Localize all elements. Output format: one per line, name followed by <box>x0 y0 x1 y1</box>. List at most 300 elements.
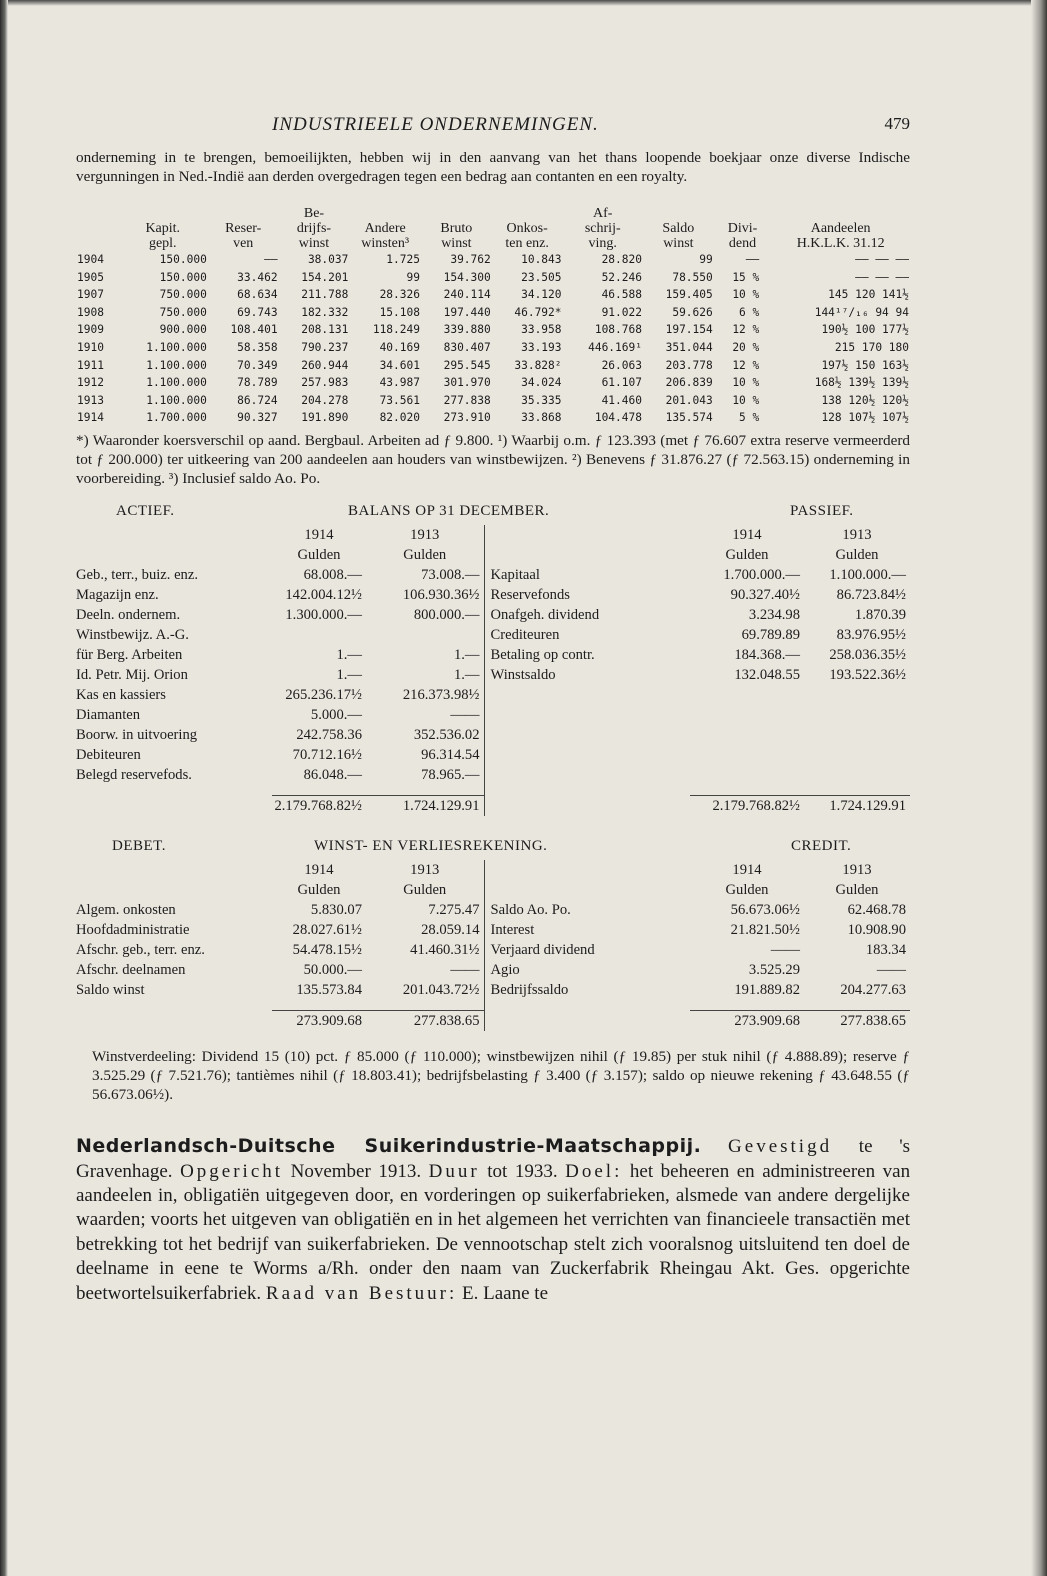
duur-text: tot 1933. <box>487 1160 558 1182</box>
stats-cell: 6 % <box>739 305 760 319</box>
stats-cell: 26.063 <box>601 358 642 372</box>
balans-row <box>76 585 910 605</box>
stats-row <box>76 409 910 427</box>
stats-cell: 1.100.000 <box>146 393 207 407</box>
winst-value: 135.573.84 <box>296 982 362 999</box>
stats-row <box>76 392 910 410</box>
stats-cell: 197.154 <box>665 323 713 337</box>
stats-header-cell <box>349 206 421 221</box>
balans-value: 69.789.89 <box>741 627 800 644</box>
stats-year: 1908 <box>77 305 104 319</box>
balans-value: 96.314.54 <box>366 745 484 765</box>
stats-cell: 900.000 <box>159 323 207 337</box>
opgericht-label: Opgericht <box>180 1160 284 1182</box>
stats-cell: 204.278 <box>301 393 349 407</box>
stats-header-cell: Reser- <box>225 221 262 236</box>
winst-year-left-1: 1914 <box>304 862 334 879</box>
stats-cell: 73.561 <box>379 393 420 407</box>
stats-cell: 20 % <box>732 340 760 354</box>
stats-cell: 301.970 <box>443 376 491 390</box>
winst-table <box>76 860 910 1031</box>
stats-header-cell: winst <box>663 236 694 251</box>
balans-label: Id. Petr. Mij. Orion <box>76 667 188 684</box>
stats-cell: 260.944 <box>301 358 349 372</box>
balans-value: 68.008.— <box>303 567 362 584</box>
stats-cell: 10 % <box>732 288 760 302</box>
stats-cell: 33.868 <box>521 411 562 425</box>
winst-value: —— <box>876 962 906 979</box>
balans-value: 86.048.— <box>303 767 362 784</box>
balans-value: 70.712.16½ <box>292 747 362 764</box>
balans-label: Winstsaldo <box>490 667 556 684</box>
doel-label: Doel: <box>565 1160 623 1182</box>
stats-cell: 208.131 <box>301 323 349 337</box>
stats-cell: 10.843 <box>521 253 562 266</box>
stats-header-cell <box>714 206 772 221</box>
stats-cell: 34.120 <box>521 288 562 302</box>
winst-label: Algem. onkosten <box>76 902 176 919</box>
stats-cell: 59.626 <box>672 305 713 319</box>
stats-cell: 240.114 <box>443 288 491 302</box>
balans-value: 1.— <box>366 645 484 665</box>
opgericht-text: November 1913. <box>290 1160 422 1182</box>
stats-row <box>76 374 910 392</box>
balans-row <box>76 745 910 765</box>
stats-cell: 145 120 141½ <box>828 288 909 302</box>
stats-cell: 215 170 180 <box>834 340 909 354</box>
winst-blank <box>76 1011 272 1032</box>
balans-value: 258.036.35½ <box>829 647 906 664</box>
credit-title: CREDIT. <box>791 838 852 855</box>
balans-value: 184.368.— <box>734 647 800 664</box>
passief-title: PASSIEF. <box>790 503 854 520</box>
stats-cell: 61.107 <box>601 376 642 390</box>
winst-value: 50.000.— <box>303 962 362 979</box>
balans-value: 1.700.000.— <box>723 567 800 584</box>
balans-label <box>484 745 690 765</box>
stats-cell: 78.550 <box>672 270 713 284</box>
winst-blank <box>690 1000 804 1011</box>
winst-value: 54.478.15½ <box>292 942 362 959</box>
winstverdeeling-paragraph: Winstverdeeling: Dividend 15 (10) pct. ƒ 85.000 (ƒ 110.000); winstbewijzen nihil (ƒ 19.85) per stuk nihil (ƒ 4.888.89); reserve ƒ 3.525.29 (ƒ 7.521.76); tantièmes nihil (ƒ 18.803.41); bedrijfsbelasting ƒ 3.400 (ƒ 3.157); saldo op nieuwe rekening ƒ 43.648.55 (ƒ 56.673.06½). <box>92 1048 910 1104</box>
document-page <box>76 110 910 1306</box>
balans-value: 132.048.55 <box>734 667 800 684</box>
stats-cell: —— <box>745 253 760 266</box>
balans-label: Betaling op contr. <box>490 647 595 664</box>
stats-cell: —— <box>264 253 278 266</box>
balans-label: Deeln. ondernem. <box>76 607 181 624</box>
stats-cell: 273.910 <box>443 411 491 425</box>
stats-cell: 38.037 <box>307 253 349 266</box>
winst-value: 62.468.78 <box>847 902 906 919</box>
winst-label: Bedrijfssaldo <box>490 982 569 999</box>
stats-header-cell <box>492 206 563 221</box>
stats-header-cell: Divi- <box>727 221 758 236</box>
scan-edge-right <box>1031 0 1047 1576</box>
stats-header-cell: Bruto <box>440 221 473 236</box>
stats-row <box>76 321 910 339</box>
stats-year: 1905 <box>77 270 104 284</box>
balans-label <box>484 725 690 745</box>
winst-year-right-2: 1913 <box>842 862 872 879</box>
winst-value: 10.908.90 <box>847 922 906 939</box>
balans-label: für Berg. Arbeiten <box>76 647 183 664</box>
winst-row <box>76 920 910 940</box>
stats-cell: 34.024 <box>521 376 562 390</box>
stats-header-cell: Kapit. <box>145 221 181 236</box>
balans-value <box>804 765 910 785</box>
balans-totals-row <box>76 796 910 817</box>
balans-year-left-1: 1914 <box>304 527 334 544</box>
stats-cell: 90.327 <box>237 411 278 425</box>
winst-unit: Gulden <box>835 882 879 899</box>
balans-unit: Gulden <box>835 547 879 564</box>
stats-cell: 206.839 <box>665 376 713 390</box>
balans-label: Magazijn enz. <box>76 587 159 604</box>
stats-cell: 43.987 <box>379 376 420 390</box>
stats-cell: 351.044 <box>665 340 713 354</box>
stats-header-cell: schrij- <box>584 221 621 236</box>
winst-value: 183.34 <box>865 942 906 959</box>
balans-row <box>76 605 910 625</box>
winst-blank <box>76 860 272 880</box>
winst-total: 277.838.65 <box>366 1011 484 1032</box>
stats-header-cell: ten enz. <box>505 236 549 251</box>
stats-cell: 790.237 <box>301 340 349 354</box>
stats-cell: 750.000 <box>159 288 207 302</box>
stats-year: 1914 <box>77 411 104 425</box>
winst-value: 191.889.82 <box>734 982 800 999</box>
stats-header-cell: Aandeelen <box>810 221 871 236</box>
balans-year-left-2: 1913 <box>366 525 484 545</box>
stats-cell: 104.478 <box>594 411 642 425</box>
stats-cell: 750.000 <box>159 305 207 319</box>
winst-year-right-1: 1914 <box>732 862 762 879</box>
winst-blank <box>76 880 272 900</box>
balans-row <box>76 765 910 785</box>
balans-spacer <box>76 785 910 796</box>
balans-blank <box>484 525 690 545</box>
stats-year: 1913 <box>77 393 104 407</box>
stats-year: 1909 <box>77 323 104 337</box>
stats-year: 1907 <box>77 288 104 302</box>
stats-cell: 86.724 <box>237 393 278 407</box>
stats-table <box>76 206 910 427</box>
stats-header-cell: Andere <box>364 221 406 236</box>
winst-label: Saldo winst <box>76 982 145 999</box>
stats-cell: 12 % <box>732 358 760 372</box>
stats-cell: —— —— —— <box>855 253 909 266</box>
running-title: INDUSTRIEELE ONDERNEMINGEN. <box>272 114 599 135</box>
stats-cell: 197½ 150 163½ <box>821 358 909 372</box>
balans-value: 265.236.17½ <box>285 687 362 704</box>
stats-cell: 99 <box>699 253 713 266</box>
balans-total: 2.179.768.82½ <box>272 796 366 817</box>
winst-blank <box>366 1000 484 1011</box>
balans-heading <box>76 503 910 525</box>
winst-total: 273.909.68 <box>272 1011 366 1032</box>
balans-blank <box>76 545 272 565</box>
gevestigd-label: Gevestigd <box>728 1136 833 1158</box>
winst-row <box>76 940 910 960</box>
winst-value: 28.059.14 <box>366 920 484 940</box>
stats-row <box>76 269 910 287</box>
stats-year: 1904 <box>77 253 104 266</box>
balans-value: 193.522.36½ <box>829 667 906 684</box>
stats-cell: 203.778 <box>665 358 713 372</box>
balans-unit-row <box>76 545 910 565</box>
winst-spacer <box>76 1000 910 1011</box>
stats-header-cell: gepl. <box>148 236 177 251</box>
stats-cell: 1.100.000 <box>146 358 207 372</box>
balans-row <box>76 625 910 645</box>
stats-cell: 159.405 <box>665 288 713 302</box>
company-name: Nederlandsch-Duitsche Suikerindustrie-Maatschappij. <box>76 1135 702 1158</box>
balans-label <box>484 685 690 705</box>
balans-label <box>484 705 690 725</box>
winst-unit: Gulden <box>366 880 484 900</box>
stats-cell: 15 % <box>732 270 760 284</box>
winst-value: 7.275.47 <box>366 900 484 920</box>
raad-label: Raad van Bestuur: <box>265 1282 458 1304</box>
stats-cell: 33.958 <box>521 323 562 337</box>
balans-total: 1.724.129.91 <box>366 796 484 817</box>
stats-cell: 257.983 <box>301 376 349 390</box>
balans-blank <box>690 785 804 796</box>
winst-heading <box>76 838 910 860</box>
stats-header-cell: dend <box>728 236 757 251</box>
stats-cell: 46.792* <box>514 305 562 319</box>
stats-cell: 1.100.000 <box>146 376 207 390</box>
balans-value: 1.870.39 <box>854 607 906 624</box>
winst-blank <box>484 860 690 880</box>
stats-header-year <box>76 236 118 251</box>
balans-value <box>690 765 804 785</box>
scan-edge-left <box>0 0 8 1576</box>
stats-header-cell: H.K.L.K. 31.12 <box>796 236 885 251</box>
balans-label: Belegd reservefods. <box>76 767 192 784</box>
balans-value: 216.373.98½ <box>366 685 484 705</box>
balans-value: 90.327.40½ <box>730 587 800 604</box>
scan-edge-top <box>0 0 1047 6</box>
stats-cell: 70.349 <box>237 358 278 372</box>
winst-blank <box>272 1000 366 1011</box>
page-number: 479 <box>884 114 910 133</box>
balans-row <box>76 685 910 705</box>
raad-text: E. Laane te <box>462 1282 549 1304</box>
balans-value <box>690 745 804 765</box>
stats-header-cell: Be- <box>303 206 325 221</box>
stats-cell: 33.462 <box>237 270 278 284</box>
balans-value: 1.— <box>366 665 484 685</box>
actief-title: ACTIEF. <box>116 503 175 520</box>
stats-cell: 168½ 139½ 139½ <box>814 376 909 390</box>
stats-cell: —— —— —— <box>855 270 909 284</box>
stats-cell: 5 % <box>739 411 760 425</box>
winst-totals-row <box>76 1011 910 1032</box>
stats-cell: 99 <box>406 270 420 284</box>
stats-cell: 58.358 <box>237 340 278 354</box>
debet-title: DEBET. <box>112 838 166 855</box>
stats-cell: 15.108 <box>379 305 420 319</box>
stats-cell: 154.300 <box>443 270 491 284</box>
stats-row <box>76 286 910 304</box>
stats-row <box>76 251 910 269</box>
stats-cell: 339.880 <box>443 323 491 337</box>
balans-value <box>804 725 910 745</box>
stats-cell: 40.169 <box>379 340 420 354</box>
balans-value: 1.300.000.— <box>285 607 362 624</box>
balans-value: 106.930.36½ <box>366 585 484 605</box>
winst-unit-row <box>76 880 910 900</box>
stats-cell: 41.460 <box>601 393 642 407</box>
balans-blank <box>804 785 910 796</box>
balans-value <box>804 685 910 705</box>
balans-value <box>690 705 804 725</box>
balans-value: 1.— <box>336 647 362 664</box>
stats-header-row-3 <box>76 236 910 251</box>
company-paragraph <box>76 1134 910 1306</box>
stats-cell: 197.440 <box>443 305 491 319</box>
balans-value <box>272 625 366 645</box>
balans-value <box>804 745 910 765</box>
stats-header-cell: Af- <box>593 206 613 221</box>
stats-header-cell: ven <box>233 236 254 251</box>
stats-cell: 108.401 <box>230 323 278 337</box>
stats-year: 1910 <box>77 340 104 354</box>
winst-value: 41.460.31½ <box>366 940 484 960</box>
stats-cell: 295.545 <box>443 358 491 372</box>
stats-header-cell <box>118 206 208 221</box>
stats-cell: 182.332 <box>301 305 349 319</box>
stats-cell: 39.762 <box>450 253 491 266</box>
balans-value: —— <box>366 705 484 725</box>
winst-value: 56.673.06½ <box>730 902 800 919</box>
stats-cell: 23.505 <box>521 270 562 284</box>
stats-header-cell: winsten³ <box>361 236 410 251</box>
stats-cell: 150.000 <box>159 270 207 284</box>
balans-blank <box>76 785 272 796</box>
balans-row <box>76 725 910 745</box>
stats-cell: 108.768 <box>594 323 642 337</box>
winst-label: Agio <box>490 962 520 979</box>
winst-unit: Gulden <box>725 882 769 899</box>
balans-year-right-1: 1914 <box>732 527 762 544</box>
winst-row <box>76 900 910 920</box>
stats-cell: 190½ 100 177½ <box>821 323 909 337</box>
winst-value: —— <box>770 942 800 959</box>
stats-cell: 154.201 <box>301 270 349 284</box>
stats-header-cell: drijfs- <box>296 221 332 236</box>
winst-value: 3.525.29 <box>748 962 800 979</box>
gevestigd-text: te 's Gravenhage. <box>76 1136 911 1182</box>
stats-header-row-2 <box>76 221 910 236</box>
stats-cell: 28.326 <box>379 288 420 302</box>
winst-total: 277.838.65 <box>804 1011 910 1032</box>
stats-header-year <box>76 221 118 236</box>
balans-value: 352.536.02 <box>366 725 484 745</box>
stats-cell: 12 % <box>732 323 760 337</box>
balans-label: Winstbewijz. A.-G. <box>76 627 189 644</box>
balans-value: 5.000.— <box>310 707 362 724</box>
balans-value: 142.004.12½ <box>285 587 362 604</box>
winst-value: 28.027.61½ <box>292 922 362 939</box>
stats-row <box>76 357 910 375</box>
balans-value: 3.234.98 <box>748 607 800 624</box>
winst-blank <box>484 1011 690 1032</box>
balans-blank <box>272 785 366 796</box>
stats-cell: 138 120½ 120½ <box>821 393 909 407</box>
winst-value: 204.277.63 <box>840 982 906 999</box>
stats-cell: 33.193 <box>521 340 562 354</box>
winst-value: 5.830.07 <box>310 902 362 919</box>
balans-label: Debiteuren <box>76 747 141 764</box>
stats-cell: 91.022 <box>601 305 642 319</box>
balans-value <box>804 705 910 725</box>
balans-label: Geb., terr., buiz. enz. <box>76 567 198 584</box>
balans-label: Crediteuren <box>490 627 560 644</box>
balans-label: Boorw. in uitvoering <box>76 727 198 744</box>
stats-year: 1912 <box>77 376 104 390</box>
stats-cell: 277.838 <box>443 393 491 407</box>
balans-total: 2.179.768.82½ <box>690 796 804 817</box>
winst-blank <box>484 880 690 900</box>
stats-row <box>76 304 910 322</box>
balans-value: 1.— <box>336 667 362 684</box>
stats-cell: 128 107½ 107½ <box>821 411 909 425</box>
balans-row <box>76 645 910 665</box>
winst-label: Hoofdadministratie <box>76 922 190 939</box>
stats-cell: 35.335 <box>521 393 562 407</box>
stats-cell: 1.700.000 <box>146 411 207 425</box>
stats-header-row-1 <box>76 206 910 221</box>
stats-cell: 52.246 <box>601 270 642 284</box>
stats-header-cell: Onkos- <box>506 221 548 236</box>
stats-header-cell: ving. <box>588 236 617 251</box>
stats-cell: 1.100.000 <box>146 340 207 354</box>
winst-row <box>76 980 910 1000</box>
balans-year-right-2: 1913 <box>842 527 872 544</box>
winst-title: WINST- EN VERLIESREKENING. <box>314 838 548 855</box>
balans-label <box>484 765 690 785</box>
winst-total: 273.909.68 <box>690 1011 804 1032</box>
balans-blank <box>76 525 272 545</box>
stats-cell: 78.789 <box>237 376 278 390</box>
stats-cell: 118.249 <box>372 323 420 337</box>
balans-value: 800.000.— <box>366 605 484 625</box>
balans-value: 78.965.— <box>366 765 484 785</box>
balans-label: Onafgeh. dividend <box>490 607 600 624</box>
stats-cell: 46.588 <box>601 288 642 302</box>
balans-label: Diamanten <box>76 707 141 724</box>
stats-year: 1911 <box>77 358 104 372</box>
balans-label: Kapitaal <box>490 567 540 584</box>
balans-row <box>76 665 910 685</box>
stats-header-cell: winst <box>298 236 330 251</box>
stats-header-year <box>76 206 118 221</box>
stats-cell: 144¹⁷/₁₆ 94 94 <box>814 305 909 319</box>
footnotes: *) Waaronder koersverschil op aand. Bergbaul. Arbeiten ad ƒ 9.800. ¹) Waarbij o.m. ƒ 123.393 (met ƒ 76.607 extra reserve vermeerderd tot ƒ 200.000) ter uitkeering van 200 aandeelen aan houders van winstbewijzen. ²) Benevens ƒ 31.876.27 (ƒ 72.563.15) onderneming in voorbereiding. ³) Inclusief saldo Ao. Po. <box>76 431 910 487</box>
balans-value: 83.976.95½ <box>836 627 906 644</box>
balans-blank <box>366 785 484 796</box>
balans-label: Reservefonds <box>490 587 570 604</box>
balans-total: 1.724.129.91 <box>804 796 910 817</box>
balans-value: 1.100.000.— <box>829 567 906 584</box>
winst-label: Saldo Ao. Po. <box>490 902 571 919</box>
balans-blank <box>484 545 690 565</box>
winst-blank <box>76 1000 272 1011</box>
winst-label: Afschr. deelnamen <box>76 962 186 979</box>
